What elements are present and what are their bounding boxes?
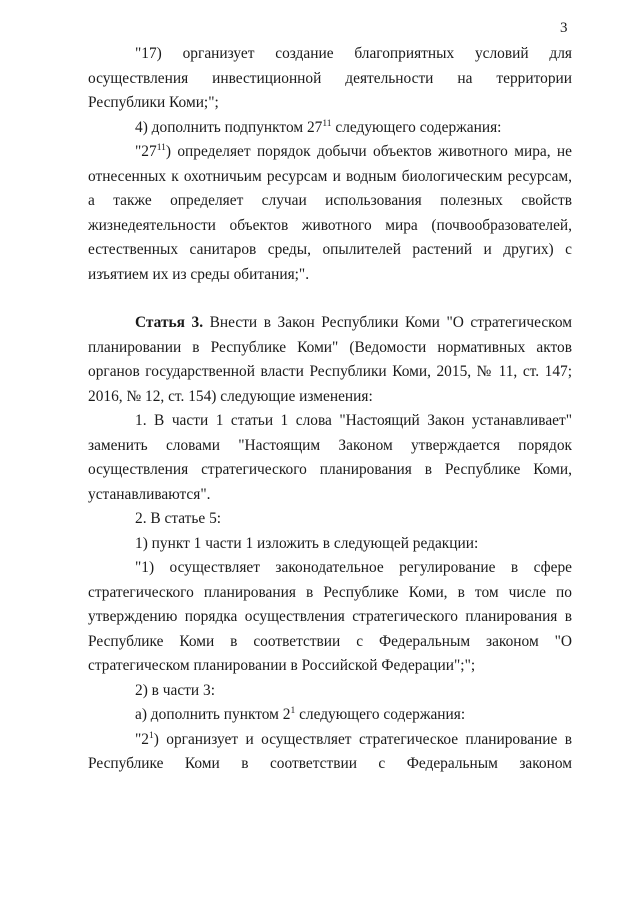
paragraph-17 xyxy=(88,42,572,67)
superscript: 1 xyxy=(290,704,296,716)
paragraph-item-1: 1. В части 1 статьи 1 слова "Настоящий Закон устанавливает" заменить словами "Настоящим Законом утверждается порядок осуществления стратегического планирования в Республике Коми, устанавливаются". xyxy=(88,412,572,503)
paragraph-add-27-11 xyxy=(88,116,572,141)
text-span: "17) xyxy=(135,45,162,62)
paragraph-item-2: 2. В статье 5: xyxy=(135,510,222,527)
superscript: 11 xyxy=(156,141,166,153)
text-span: Внести в Закон Республики Коми "О стратегическом планировании в Республике Коми" (Ведомости нормативных актов органов государственной власти Республики Коми, 2015, № 11, ст. 147; 2016, № 12, ст. 154) следующие изменения: xyxy=(88,314,573,405)
paragraph-quote-1: "1) осуществляет законодательное регулирование в сфере стратегического планирования в Республике Коми, в том числе по утверждению порядка осуществления стратегического планирования в Республике Коми в соответствии с Федеральным законом "О стратегическом планировании в Российской Федерации";"; xyxy=(88,559,572,674)
document-body xyxy=(88,42,572,777)
text-span: а) дополнить пунктом 2 xyxy=(135,706,291,723)
paragraph-2-1 xyxy=(88,728,572,777)
paragraph-article-3 xyxy=(88,311,572,409)
text-span: создание xyxy=(275,45,334,62)
page-number: 3 xyxy=(560,20,568,36)
text-span: благоприятных xyxy=(354,45,455,62)
text-span: условий xyxy=(474,45,529,62)
text-span: 4) дополнить подпунктом 27 xyxy=(135,118,323,136)
text-span: "27 xyxy=(135,143,157,160)
text-span: организует xyxy=(182,45,255,62)
superscript: 1 xyxy=(148,729,154,741)
paragraph-27-11 xyxy=(88,140,572,287)
text-span: ) определяет порядок добычи объектов животного мира, не отнесенных к охотничьим ресурсам и водным биологическим ресурсам, а также определяет случаи использования полезных свойств жизнедеятельности объектов животного мира (почвообразователей, естественных санитаров среды, опылителей растений и других) с изъятием их из среды обитания;". xyxy=(88,143,572,283)
text-span: следующего содержания: xyxy=(331,118,502,136)
paragraph-add-2-1 xyxy=(88,703,572,728)
text-span: "2 xyxy=(135,730,149,748)
superscript: 11 xyxy=(322,117,332,129)
paragraph-subitem-1: 1) пункт 1 части 1 изложить в следующей редакции: xyxy=(135,534,479,552)
text-span: следующего содержания: xyxy=(295,706,466,723)
text-span: для xyxy=(549,45,573,62)
paragraph-subitem-2: 2) в части 3: xyxy=(135,681,215,699)
text-span: ) организует и осуществляет стратегическое планирование в Республике Коми в соответствии с Федеральным законом xyxy=(88,730,572,772)
paragraph-17-continued: осуществления инвестиционной деятельности на территории Республики Коми;"; xyxy=(88,69,572,111)
article-heading: Статья 3. xyxy=(135,314,204,331)
